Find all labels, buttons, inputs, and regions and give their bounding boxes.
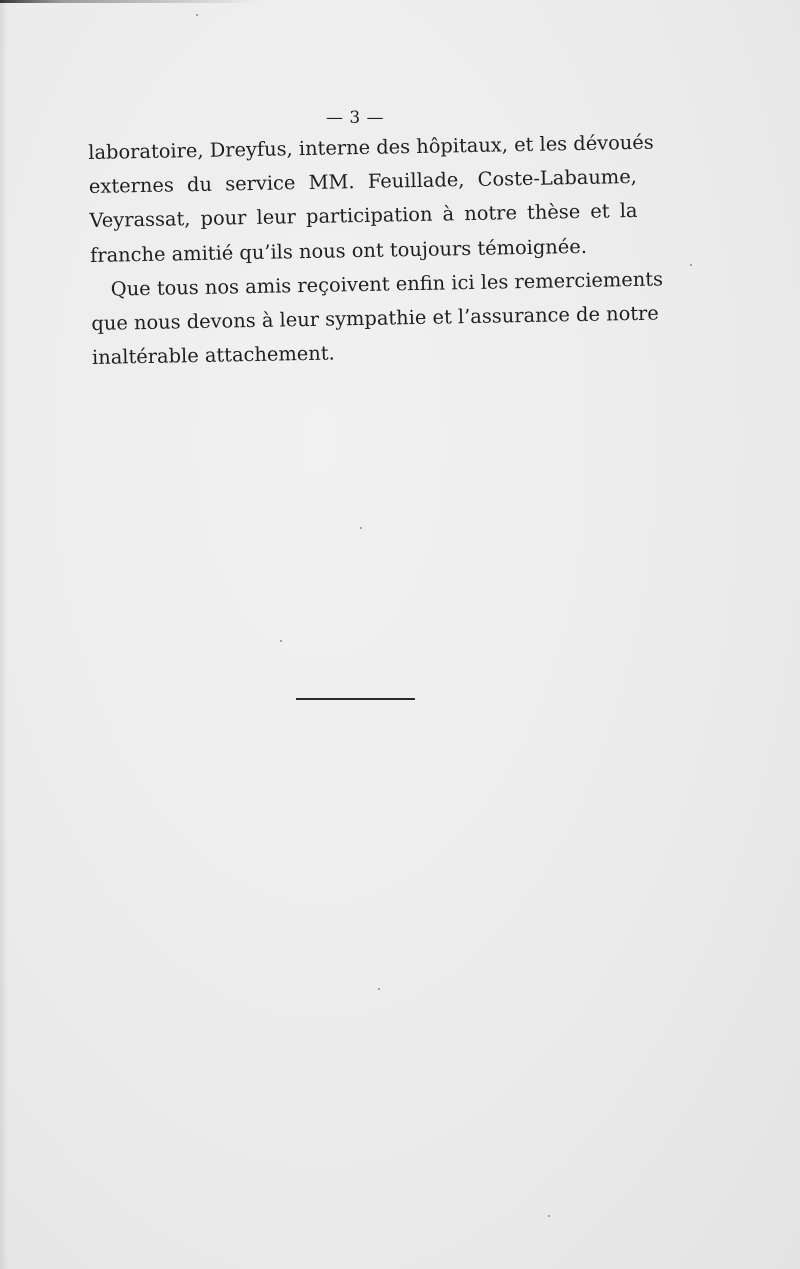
text-line: franche amitié qu’ils nous ont toujours témoignée. [89, 234, 588, 267]
paper-speck [196, 14, 198, 16]
page-number: — 3 — [325, 108, 385, 128]
paper-speck [548, 1215, 550, 1217]
text-line: laboratoire, Dreyfus, interne des hôpitaux, et les dévoués [88, 130, 654, 164]
page-left-shading [0, 0, 8, 1269]
text-line: que nous devons à leur sympathie et l’assurance de notre [91, 301, 660, 335]
text-line: Veyrassat, pour leur participation à notre thèse et la [89, 199, 638, 233]
acknowledgement-text [88, 126, 664, 375]
closing-rule [296, 698, 415, 700]
paper-speck [360, 527, 362, 529]
text-line: inaltérable attachement. [91, 341, 335, 370]
paper-speck [280, 640, 282, 642]
paper-speck [690, 264, 692, 266]
text-line: externes du service MM. Feuillade, Coste-Labaume, [88, 165, 638, 199]
page-edge-shadow [0, 0, 800, 3]
paper-speck [378, 988, 380, 990]
text-line: Que tous nos amis reçoivent enfin ici les remerciements [110, 267, 664, 301]
